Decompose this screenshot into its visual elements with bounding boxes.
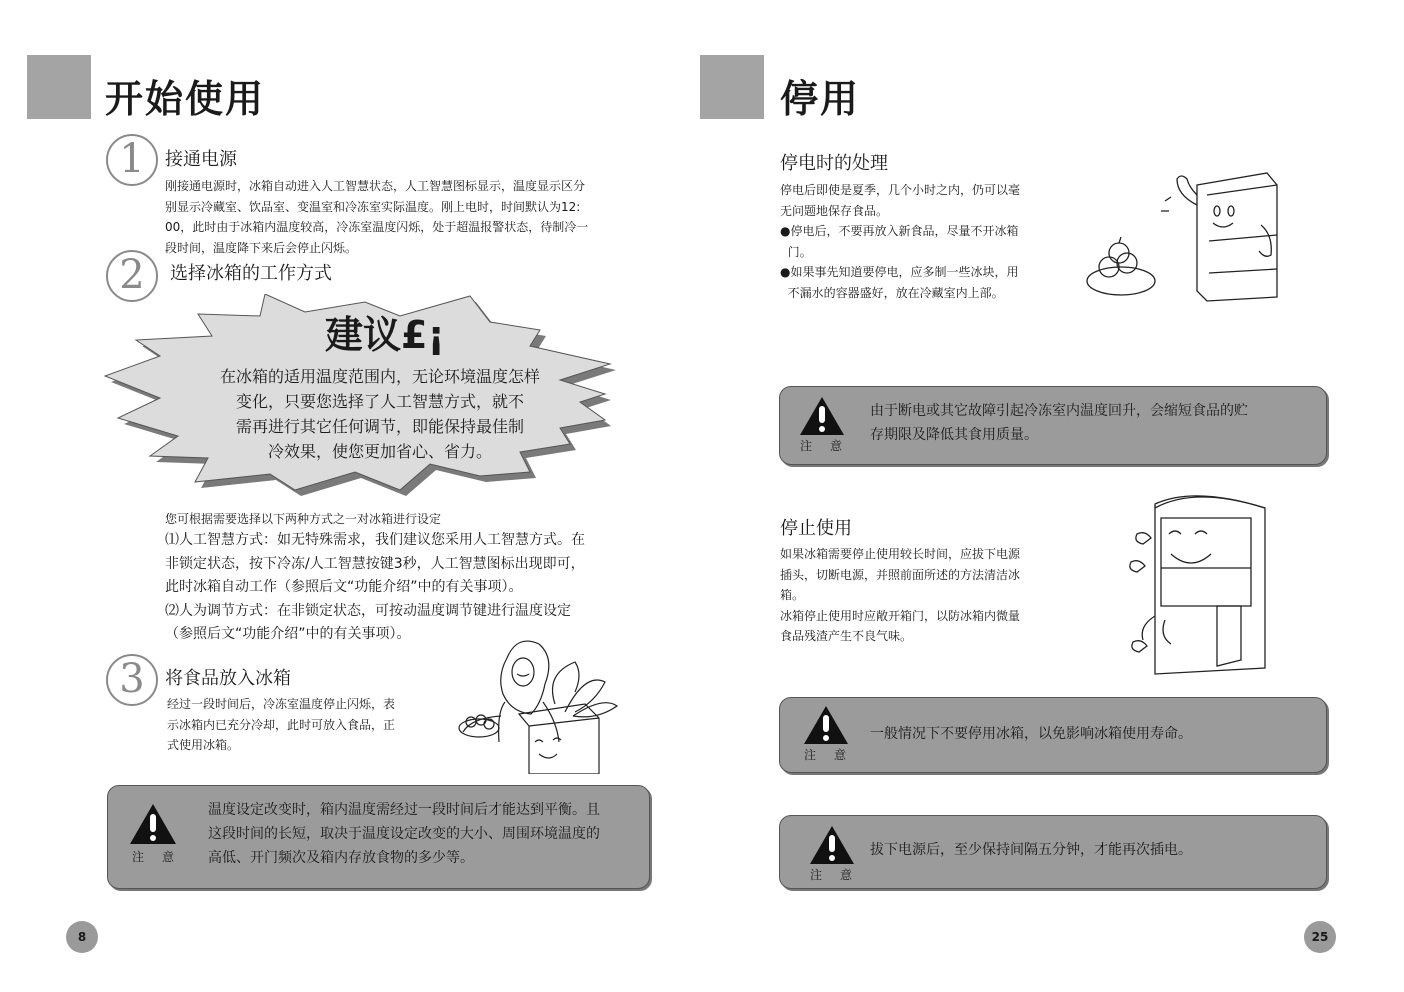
section-1-title: 接通电源 — [165, 149, 237, 170]
stop-use-body: 如果冰箱需要停止使用较长时间，应拔下电源 插头，切断电源，并照前面所述的方法清洁冰 箱。 冰箱停止使用时应敞开箱门，以防冰箱内微量 食品残渣产生不良气味。 — [780, 547, 1021, 643]
caution-label: 注意 — [810, 868, 871, 882]
caution-label: 注意 — [132, 850, 193, 864]
advice-text: 在冰箱的适用温度范围内，无论环境温度怎样 变化，只要您选择了人工智慧方式，就不 需再进行其它任何调节，即能保持最佳制 冷效果，使您更加省心、省力。 — [219, 367, 540, 461]
open-fridge-illustration — [1125, 488, 1285, 678]
right-caution-box-2 — [779, 697, 1327, 773]
fridge-apples-illustration — [1085, 165, 1285, 305]
caution-label: 注意 — [804, 748, 865, 762]
power-outage-body: 停电后即使是夏季，几个小时之内，仍可以毫 无问题地保存食品。 ●停电后，不要再放入新食品，尽量不开冰箱 门。 ●如果事先知道要停电，应多制一些冰块，用 不漏水的容器盛好，放在冷藏室内上部。 — [780, 183, 1021, 300]
right-caution-box-1 — [779, 386, 1327, 465]
right-caution-3-text: 拔下电源后，至少保持间隔五分钟，才能再次插电。 — [870, 842, 1192, 858]
right-header-block — [700, 55, 764, 119]
warning-triangle-icon — [798, 395, 846, 437]
right-caution-1-text: 由于断电或其它故障引起冷冻室内温度回升，会缩短食品的贮 存期限及降低其食用质量。 — [870, 403, 1248, 443]
right-caution-2-text: 一般情况下不要停用冰箱，以免影响冰箱使用寿命。 — [870, 726, 1192, 742]
advice-title: 建议£¡ — [325, 313, 445, 357]
step-2-number: 2 — [106, 250, 158, 302]
left-caution-text: 温度设定改变时，箱内温度需经过一段时间后才能达到平衡。且 这段时间的长短，取决于温度设定改变的大小、周围环境温度的 高低、开门频次及箱内存放食物的多少等。 — [208, 802, 600, 866]
warning-triangle-icon — [802, 704, 850, 746]
right-page-number: 25 — [1304, 921, 1336, 953]
left-page-title: 开始使用 — [105, 77, 266, 121]
section-3-body: 经过一段时间后，冷冻室温度停止闪烁，表 示冰箱内已充分冷却，此时可放入食品，正 式使用冰箱。 — [167, 697, 396, 752]
section-3-title: 将食品放入冰箱 — [165, 668, 291, 689]
left-page-number: 8 — [66, 921, 98, 953]
woman-illustration — [455, 632, 635, 774]
right-page-title: 停用 — [780, 77, 861, 121]
step-1-number: 1 — [106, 134, 158, 186]
warning-triangle-icon — [128, 802, 178, 846]
section-2-title: 选择冰箱的工作方式 — [170, 263, 332, 284]
stop-use-title: 停止使用 — [780, 518, 852, 539]
left-caution-box — [107, 785, 650, 889]
section-2-options: ⑴人工智慧方式：如无特殊需求，我们建议您采用人工智慧方式。在 非锁定状态，按下冷冻/人工智慧按键3秒，人工智慧图标出现即可， 此时冰箱自动工作（参照后文“功能介绍”中的有关事项）。 ⑵人为调节方式：在非锁定状态，可按动温度调节键进行温度设定 （参照后文“功能介绍”中的有关事项）。 — [165, 532, 585, 642]
step-3-number: 3 — [106, 654, 158, 706]
right-caution-box-3 — [779, 815, 1327, 889]
warning-triangle-icon — [808, 824, 856, 866]
power-outage-title: 停电时的处理 — [780, 153, 888, 174]
caution-label: 注意 — [800, 439, 861, 453]
section-1-body: 刚接通电源时，冰箱自动进入人工智慧状态，人工智慧图标显示，温度显示区分 别显示冷藏室、饮品室、变温室和冷冻室实际温度。刚上电时，时间默认为12: 00，此时由于冰箱内温度较高，冷冻室温度闪烁，处于超温报警状态，待制冷一 段时间，温度降下来后会停止闪烁。 — [165, 179, 589, 255]
left-header-block — [27, 55, 91, 119]
section-2-intro: 您可根据需要选择以下两种方式之一对冰箱进行设定 — [165, 512, 442, 526]
